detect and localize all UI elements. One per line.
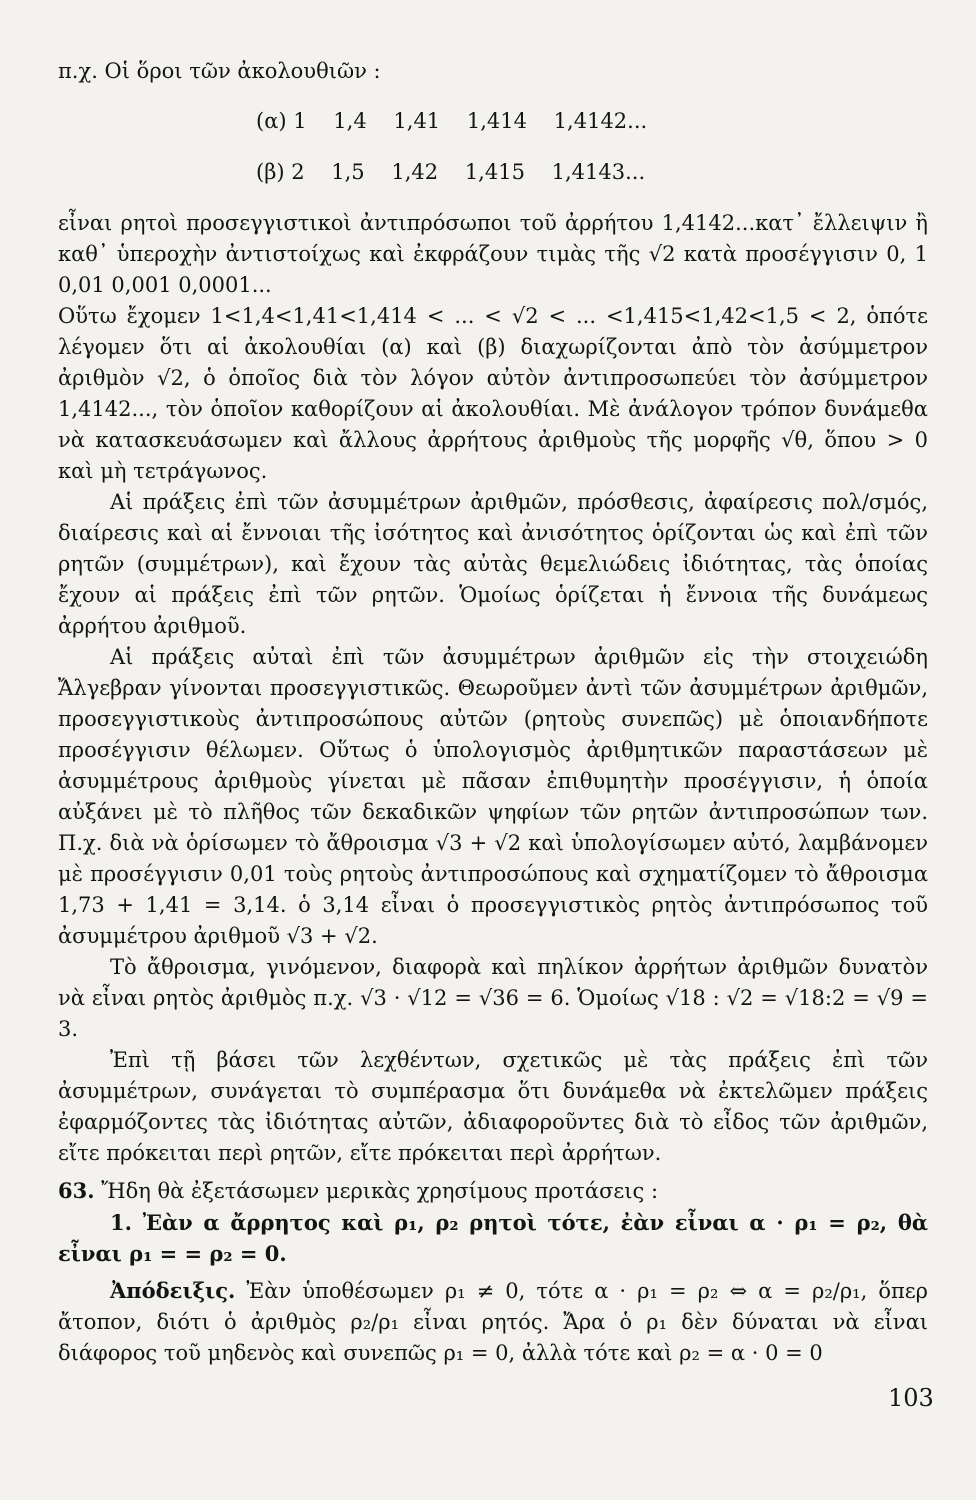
proposition <box>58 1207 928 1269</box>
paragraph-5: Τὸ ἄθροισμα, γινόμενον, διαφορὰ καὶ πηλίκον ἀρρήτων ἀριθμῶν δυνατὸν νὰ εἶναι ρητὸς ἀριθμὸς π.χ. √3 · √12 = √36 = 6. Ὁμοίως √18 : √2 = √18:2 = √9 = 3. <box>58 955 928 1041</box>
page-content <box>58 58 928 1369</box>
paragraph-4: Αἱ πράξεις αὐταὶ ἐπὶ τῶν ἀσυμμέτρων ἀριθμῶν εἰς τὴν στοιχειώδη Ἄλγεβραν γίνονται προσεγγιστικῶς. Θεωροῦμεν ἀντὶ τῶν ἀσυμμέτρων ἀριθμῶν, προσεγγιστικοὺς ἀντιπροσώπους αὐτῶν (ρητοὺς συνεπῶς) μὲ ὁποιανδήποτε προσέγγισιν θέλωμεν. Οὕτως ὁ ὑπολογισμὸς ἀριθμητικῶν παραστάσεων μὲ ἀσυμμέτρους ἀριθμοὺς γίνεται μὲ πᾶσαν ἐπιθυμητὴν προσέγγισιν, ἡ ὁποία αὐξάνει μὲ τὸ πλῆθος τῶν δεκαδικῶν ψηφίων τῶν ρητῶν ἀντιπροσώπων των. Π.χ. διὰ νὰ ὁρίσωμεν τὸ ἄθροισμα √3 + √2 καὶ ὑπολογίσωμεν αὐτό, λαμβάνομεν μὲ προσέγγισιν 0,01 τοὺς ρητοὺς ἀντιπροσώπους καὶ σχηματίζομεν τὸ ἄθροισμα 1,73 + 1,41 = 3,14. ὁ 3,14 εἶναι ὁ προσεγγιστικὸς ρητὸς ἀντιπρόσωπος τοῦ ἀσυμμέτρου ἀριθμοῦ √3 + √2. <box>58 645 928 948</box>
page-number: 103 <box>888 1384 934 1412</box>
proof <box>58 1275 928 1369</box>
paragraph-3: Αἱ πράξεις ἐπὶ τῶν ἀσυμμέτρων ἀριθμῶν, πρόσθεσις, ἀφαίρεσις πολ/σμός, διαίρεσις καὶ αἱ ἔννοιαι τῆς ἰσότητος καὶ ἀνισότητος ὁρίζονται ὡς καὶ ἐπὶ τῶν ρητῶν (συμμέτρων), καὶ ἔχουν τὰς αὐτὰς θεμελιώδεις ἰδιότητας, τὰς ὁποίας ἔχουν αἱ πράξεις ἐπὶ τῶν ρητῶν. Ὁμοίως ὁρίζεται ἡ ἔννοια τῆς δυνάμεως ἀρρήτου ἀριθμοῦ. <box>58 490 928 638</box>
paragraph-1: εἶναι ρητοὶ προσεγγιστικοὶ ἀντιπρόσωποι τοῦ ἀρρήτου 1,4142...κατ᾽ ἔλλειψιν ἢ καθ᾽ ὑπεροχὴν ἀντιστοίχως καὶ ἐκφράζουν τιμὰς τῆς √2 κατὰ προσέγγισιν 0, 1 0,01 0,001 0,0001... <box>58 211 928 297</box>
sequence-b: (β) 2 1,5 1,42 1,415 1,4143... <box>256 160 646 184</box>
paragraph-2: Οὕτω ἔχομεν 1<1,4<1,41<1,414 < ... < √2 < ... <1,415<1,42<1,5 < 2, ὁπότε λέγομεν ὅτι αἱ ἀκολουθίαι (α) καὶ (β) διαχωρίζονται ἀπὸ τὸν ἀσύμμετρον ἀριθμὸν √2, ὁ ὁποῖος διὰ τὸν λόγον αὐτὸν ἀντιπροσωπεύει τὸν ἀσύμμετρον 1,4142..., τὸν ὁποῖον καθορίζουν αἱ ἀκολουθίαι. Μὲ ἀνάλογον τρόπον δυνάμεθα νὰ κατασκευάσωμεν καὶ ἄλλους ἀρρήτους ἀριθμοὺς τῆς μορφῆς √θ, ὅπου > 0 καὶ μὴ τετράγωνος. <box>58 304 928 483</box>
section-number: 63. <box>58 1178 95 1203</box>
paragraph-6: Ἐπὶ τῇ βάσει τῶν λεχθέντων, σχετικῶς μὲ τὰς πράξεις ἐπὶ τῶν ἀσυμμέτρων, συνάγεται τὸ συμπέρασμα ὅτι δυνάμεθα νὰ ἐκτελῶμεν πράξεις ἐφαρμόζοντες τὰς ἰδιότητας αὐτῶν, ἀδιαφοροῦντες διὰ τὸ εἶδος τῶν ἀριθμῶν, εἴτε πρόκειται περὶ ρητῶν, εἴτε πρόκειται περὶ ἀρρήτων. <box>58 1048 928 1165</box>
proposition-text: Ἐὰν α ἄρρητος καὶ ρ₁, ρ₂ ρητοὶ τότε, ἐὰν εἶναι α · ρ₁ = ρ₂, θὰ εἶναι ρ₁ = = ρ₂ = 0. <box>58 1210 929 1266</box>
section-text: Ἤδη θὰ ἐξετάσωμεν μερικὰς χρησίμους προτάσεις : <box>101 1179 659 1203</box>
proof-label: Ἀπόδειξις. <box>110 1278 236 1303</box>
proof-text: Ἐὰν ὑποθέσωμεν ρ₁ ≠ 0, τότε α · ρ₁ = ρ₂ ⇔ α = ρ₂/ρ₁, ὅπερ ἄτοπον, διότι ὁ ἀριθμὸς ρ₂/ρ₁ εἶναι ρητός. Ἄρα ὁ ρ₁ δὲν δύναται νὰ εἶναι διάφορος τοῦ μηδενὸς καὶ συνεπῶς ρ₁ = 0, ἀλλὰ τότε καὶ ρ₂ = α · 0 = 0 <box>58 1279 928 1365</box>
intro-line: π.χ. Οἱ ὅροι τῶν ἀκολουθιῶν : <box>58 59 381 83</box>
proposition-number: 1. <box>110 1210 132 1235</box>
sequence-a: (α) 1 1,4 1,41 1,414 1,4142... <box>256 109 648 133</box>
section-heading <box>58 1175 928 1207</box>
